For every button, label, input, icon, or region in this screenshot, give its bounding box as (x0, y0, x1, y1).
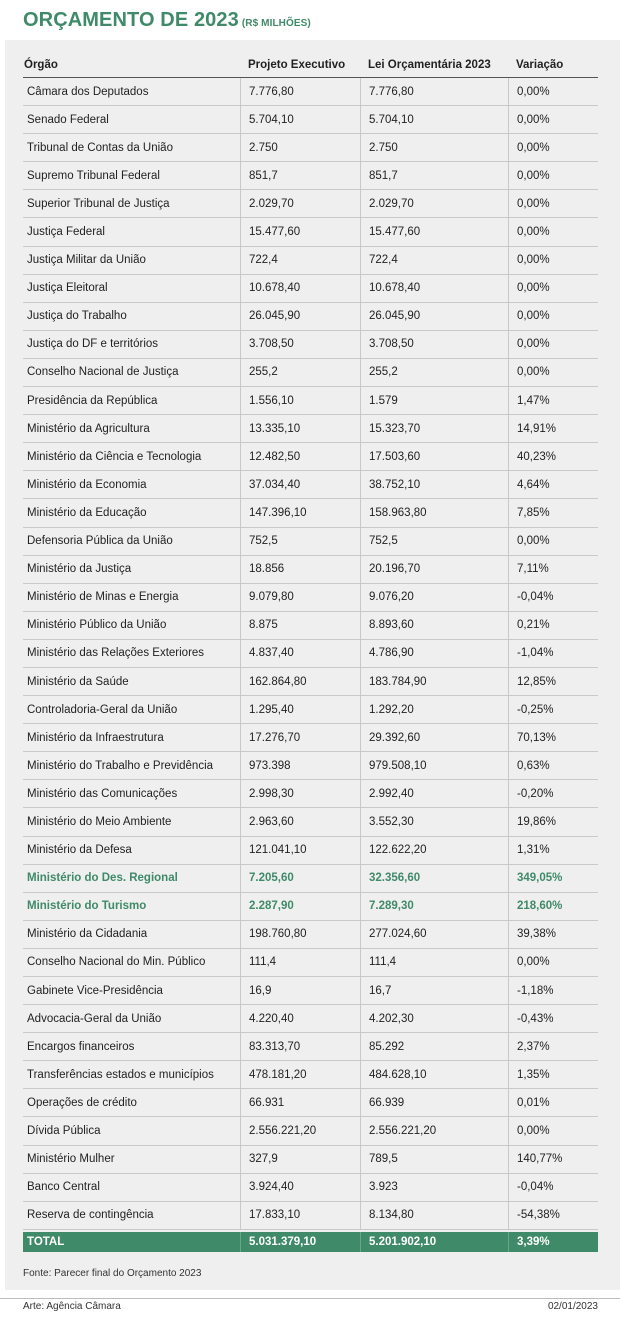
cell-variacao: 2,37% (508, 1033, 598, 1060)
cell-variacao: -54,38% (508, 1202, 598, 1229)
cell-orgao: Ministério do Des. Regional (27, 872, 178, 885)
cell-projeto: 478.181,20 (240, 1061, 360, 1088)
table-row (23, 921, 598, 949)
header-projeto: Projeto Executivo (248, 58, 346, 71)
cell-projeto: 752,5 (240, 528, 360, 555)
cell-variacao: 7,11% (508, 556, 598, 583)
cell-variacao: 0,00% (508, 275, 598, 302)
cell-projeto: 121.041,10 (240, 837, 360, 864)
cell-projeto: 3.708,50 (240, 331, 360, 358)
cell-variacao: -1,18% (508, 977, 598, 1004)
table-row (23, 837, 598, 865)
table-row (23, 1089, 598, 1117)
cell-lei: 851,7 (360, 162, 508, 189)
cell-variacao: 12,85% (508, 668, 598, 695)
cell-projeto: 1.556,10 (240, 387, 360, 414)
table-row (23, 556, 598, 584)
cell-projeto: 10.678,40 (240, 275, 360, 302)
cell-orgao: Defensoria Pública da União (27, 535, 173, 548)
cell-lei: 16,7 (360, 977, 508, 1004)
cell-projeto: 4.837,40 (240, 640, 360, 667)
table-row (23, 247, 598, 275)
total-row (23, 1232, 598, 1252)
cell-variacao: 218,60% (508, 893, 598, 920)
cell-orgao: Ministério da Ciência e Tecnologia (27, 450, 202, 463)
cell-lei: 1.292,20 (360, 696, 508, 723)
cell-orgao: Conselho Nacional de Justiça (27, 366, 179, 379)
cell-lei: 484.628,10 (360, 1061, 508, 1088)
cell-orgao: Ministério da Infraestrutura (27, 731, 164, 744)
table-row (23, 106, 598, 134)
total-label: TOTAL (27, 1235, 65, 1248)
cell-projeto: 16,9 (240, 977, 360, 1004)
cell-projeto: 147.396,10 (240, 499, 360, 526)
cell-orgao: Presidência da República (27, 394, 158, 407)
cell-lei: 111,4 (360, 949, 508, 976)
table-row (23, 134, 598, 162)
total-lei: 5.201.902,10 (360, 1232, 508, 1252)
source-note: Fonte: Parecer final do Orçamento 2023 (23, 1268, 202, 1279)
cell-lei: 277.024,60 (360, 921, 508, 948)
cell-variacao: 0,21% (508, 612, 598, 639)
table-row (23, 303, 598, 331)
cell-orgao: Reserva de contingência (27, 1209, 154, 1222)
cell-lei: 2.029,70 (360, 190, 508, 217)
table-row (23, 1061, 598, 1089)
cell-lei: 20.196,70 (360, 556, 508, 583)
cell-lei: 2.992,40 (360, 780, 508, 807)
table-row (23, 415, 598, 443)
cell-lei: 10.678,40 (360, 275, 508, 302)
table-header (23, 52, 598, 78)
cell-lei: 1.579 (360, 387, 508, 414)
cell-variacao: -0,04% (508, 1174, 598, 1201)
header-variacao: Variação (516, 58, 564, 71)
cell-orgao: Tribunal de Contas da União (27, 141, 173, 154)
table-row (23, 1202, 598, 1230)
cell-projeto: 3.924,40 (240, 1174, 360, 1201)
cell-lei: 158.963,80 (360, 499, 508, 526)
cell-orgao: Ministério do Meio Ambiente (27, 815, 172, 828)
cell-orgao: Senado Federal (27, 113, 109, 126)
cell-lei: 2.750 (360, 134, 508, 161)
cell-projeto: 973.398 (240, 752, 360, 779)
cell-lei: 26.045,90 (360, 303, 508, 330)
cell-orgao: Ministério da Defesa (27, 844, 132, 857)
cell-orgao: Ministério da Agricultura (27, 422, 150, 435)
cell-orgao: Ministério Público da União (27, 619, 167, 632)
cell-variacao: 0,00% (508, 528, 598, 555)
table-row (23, 1005, 598, 1033)
cell-orgao: Supremo Tribunal Federal (27, 169, 160, 182)
cell-variacao: -0,04% (508, 584, 598, 611)
cell-projeto: 9.079,80 (240, 584, 360, 611)
cell-lei: 15.323,70 (360, 415, 508, 442)
cell-orgao: Ministério do Turismo (27, 900, 147, 913)
cell-orgao: Gabinete Vice-Presidência (27, 984, 163, 997)
cell-variacao: 0,01% (508, 1089, 598, 1116)
cell-variacao: 0,00% (508, 134, 598, 161)
cell-orgao: Câmara dos Deputados (27, 85, 149, 98)
cell-lei: 183.784,90 (360, 668, 508, 695)
table-row (23, 696, 598, 724)
cell-projeto: 2.029,70 (240, 190, 360, 217)
table-row (23, 1117, 598, 1145)
table-row (23, 865, 598, 893)
table-row (23, 499, 598, 527)
cell-orgao: Transferências estados e municípios (27, 1068, 214, 1081)
cell-projeto: 12.482,50 (240, 443, 360, 470)
total-projeto: 5.031.379,10 (240, 1232, 360, 1252)
cell-projeto: 2.287,90 (240, 893, 360, 920)
cell-variacao: 0,00% (508, 303, 598, 330)
cell-orgao: Ministério das Comunicações (27, 787, 178, 800)
credit-text: Arte: Agência Câmara (23, 1301, 121, 1312)
table-row (23, 443, 598, 471)
table-row (23, 359, 598, 387)
cell-projeto: 7.776,80 (240, 78, 360, 105)
table-row (23, 331, 598, 359)
page-title (23, 9, 311, 37)
cell-projeto: 66.931 (240, 1089, 360, 1116)
table-row (23, 275, 598, 303)
table-row (23, 471, 598, 499)
cell-projeto: 13.335,10 (240, 415, 360, 442)
cell-variacao: 0,00% (508, 247, 598, 274)
cell-lei: 722,4 (360, 247, 508, 274)
cell-variacao: 140,77% (508, 1146, 598, 1173)
cell-orgao: Ministério do Trabalho e Previdência (27, 759, 214, 772)
cell-orgao: Encargos financeiros (27, 1040, 135, 1053)
cell-lei: 3.708,50 (360, 331, 508, 358)
cell-variacao: -1,04% (508, 640, 598, 667)
cell-projeto: 2.998,30 (240, 780, 360, 807)
cell-variacao: 40,23% (508, 443, 598, 470)
cell-projeto: 17.276,70 (240, 724, 360, 751)
cell-orgao: Justiça Federal (27, 226, 105, 239)
cell-variacao: 39,38% (508, 921, 598, 948)
cell-orgao: Ministério da Educação (27, 506, 147, 519)
cell-projeto: 37.034,40 (240, 471, 360, 498)
total-variacao: 3,39% (508, 1232, 598, 1252)
table-row (23, 78, 598, 106)
table-row (23, 640, 598, 668)
cell-orgao: Ministério da Saúde (27, 675, 129, 688)
cell-orgao: Ministério da Economia (27, 478, 147, 491)
cell-projeto: 4.220,40 (240, 1005, 360, 1032)
cell-variacao: 0,00% (508, 331, 598, 358)
cell-orgao: Controladoria-Geral da União (27, 703, 178, 716)
table-row (23, 190, 598, 218)
cell-lei: 2.556.221,20 (360, 1117, 508, 1144)
cell-projeto: 17.833,10 (240, 1202, 360, 1229)
cell-lei: 979.508,10 (360, 752, 508, 779)
cell-lei: 29.392,60 (360, 724, 508, 751)
cell-variacao: 0,00% (508, 1117, 598, 1144)
cell-orgao: Ministério de Minas e Energia (27, 591, 179, 604)
cell-orgao: Justiça do Trabalho (27, 310, 127, 323)
table-row (23, 1146, 598, 1174)
table-row (23, 1174, 598, 1202)
table-row (23, 387, 598, 415)
cell-projeto: 1.295,40 (240, 696, 360, 723)
cell-lei: 38.752,10 (360, 471, 508, 498)
cell-orgao: Conselho Nacional do Min. Público (27, 956, 206, 969)
cell-projeto: 255,2 (240, 359, 360, 386)
cell-lei: 4.202,30 (360, 1005, 508, 1032)
cell-orgao: Ministério da Cidadania (27, 928, 148, 941)
cell-lei: 4.786,90 (360, 640, 508, 667)
table-body (23, 78, 598, 1230)
table-row (23, 668, 598, 696)
cell-orgao: Justiça Militar da União (27, 254, 146, 267)
cell-lei: 752,5 (360, 528, 508, 555)
cell-orgao: Justiça do DF e territórios (27, 338, 159, 351)
cell-variacao: 0,00% (508, 949, 598, 976)
cell-variacao: 19,86% (508, 808, 598, 835)
cell-lei: 3.552,30 (360, 808, 508, 835)
cell-projeto: 8.875 (240, 612, 360, 639)
cell-lei: 5.704,10 (360, 106, 508, 133)
cell-orgao: Ministério da Justiça (27, 563, 132, 576)
cell-projeto: 851,7 (240, 162, 360, 189)
cell-orgao: Advocacia-Geral da União (27, 1012, 162, 1025)
cell-variacao: 349,05% (508, 865, 598, 892)
table-row (23, 724, 598, 752)
cell-lei: 85.292 (360, 1033, 508, 1060)
cell-projeto: 18.856 (240, 556, 360, 583)
title-text: ORÇAMENTO DE 2023 (23, 9, 239, 31)
table-row (23, 528, 598, 556)
cell-variacao: 0,63% (508, 752, 598, 779)
cell-lei: 8.893,60 (360, 612, 508, 639)
table-row (23, 218, 598, 246)
cell-orgao: Dívida Pública (27, 1125, 101, 1138)
cell-variacao: 1,35% (508, 1061, 598, 1088)
cell-projeto: 2.750 (240, 134, 360, 161)
title-unit: (R$ MILHÕES) (241, 18, 311, 29)
cell-lei: 66.939 (360, 1089, 508, 1116)
cell-variacao: -0,20% (508, 780, 598, 807)
cell-lei: 15.477,60 (360, 218, 508, 245)
table-row (23, 752, 598, 780)
cell-orgao: Ministério Mulher (27, 1153, 115, 1166)
table-row (23, 949, 598, 977)
cell-projeto: 327,9 (240, 1146, 360, 1173)
cell-orgao: Justiça Eleitoral (27, 282, 108, 295)
table-row (23, 977, 598, 1005)
cell-variacao: 1,31% (508, 837, 598, 864)
cell-variacao: 0,00% (508, 106, 598, 133)
cell-projeto: 83.313,70 (240, 1033, 360, 1060)
cell-lei: 9.076,20 (360, 584, 508, 611)
cell-projeto: 722,4 (240, 247, 360, 274)
date-text: 02/01/2023 (547, 1301, 598, 1312)
cell-lei: 32.356,60 (360, 865, 508, 892)
table-row (23, 893, 598, 921)
cell-variacao: 0,00% (508, 190, 598, 217)
cell-variacao: 4,64% (508, 471, 598, 498)
table-row (23, 612, 598, 640)
cell-projeto: 15.477,60 (240, 218, 360, 245)
cell-projeto: 5.704,10 (240, 106, 360, 133)
cell-variacao: -0,25% (508, 696, 598, 723)
header-lei: Lei Orçamentária 2023 (368, 58, 491, 71)
cell-variacao: -0,43% (508, 1005, 598, 1032)
cell-variacao: 0,00% (508, 359, 598, 386)
cell-variacao: 14,91% (508, 415, 598, 442)
cell-projeto: 111,4 (240, 949, 360, 976)
cell-lei: 17.503,60 (360, 443, 508, 470)
cell-projeto: 198.760,80 (240, 921, 360, 948)
cell-variacao: 1,47% (508, 387, 598, 414)
cell-lei: 122.622,20 (360, 837, 508, 864)
cell-projeto: 2.556.221,20 (240, 1117, 360, 1144)
cell-orgao: Operações de crédito (27, 1096, 137, 1109)
cell-variacao: 7,85% (508, 499, 598, 526)
table-row (23, 808, 598, 836)
cell-lei: 789,5 (360, 1146, 508, 1173)
cell-projeto: 2.963,60 (240, 808, 360, 835)
cell-lei: 255,2 (360, 359, 508, 386)
cell-orgao: Banco Central (27, 1181, 100, 1194)
table-row (23, 584, 598, 612)
cell-orgao: Superior Tribunal de Justiça (27, 197, 170, 210)
budget-table (23, 52, 598, 1252)
cell-projeto: 162.864,80 (240, 668, 360, 695)
cell-variacao: 0,00% (508, 162, 598, 189)
table-row (23, 162, 598, 190)
cell-variacao: 70,13% (508, 724, 598, 751)
cell-lei: 8.134,80 (360, 1202, 508, 1229)
table-row (23, 780, 598, 808)
cell-orgao: Ministério das Relações Exteriores (27, 647, 205, 660)
table-row (23, 1033, 598, 1061)
cell-projeto: 7.205,60 (240, 865, 360, 892)
cell-projeto: 26.045,90 (240, 303, 360, 330)
cell-lei: 7.289,30 (360, 893, 508, 920)
cell-lei: 7.776,80 (360, 78, 508, 105)
cell-variacao: 0,00% (508, 218, 598, 245)
header-orgao: Órgão (24, 58, 58, 71)
footer-divider (0, 1298, 620, 1299)
cell-lei: 3.923 (360, 1174, 508, 1201)
cell-variacao: 0,00% (508, 78, 598, 105)
